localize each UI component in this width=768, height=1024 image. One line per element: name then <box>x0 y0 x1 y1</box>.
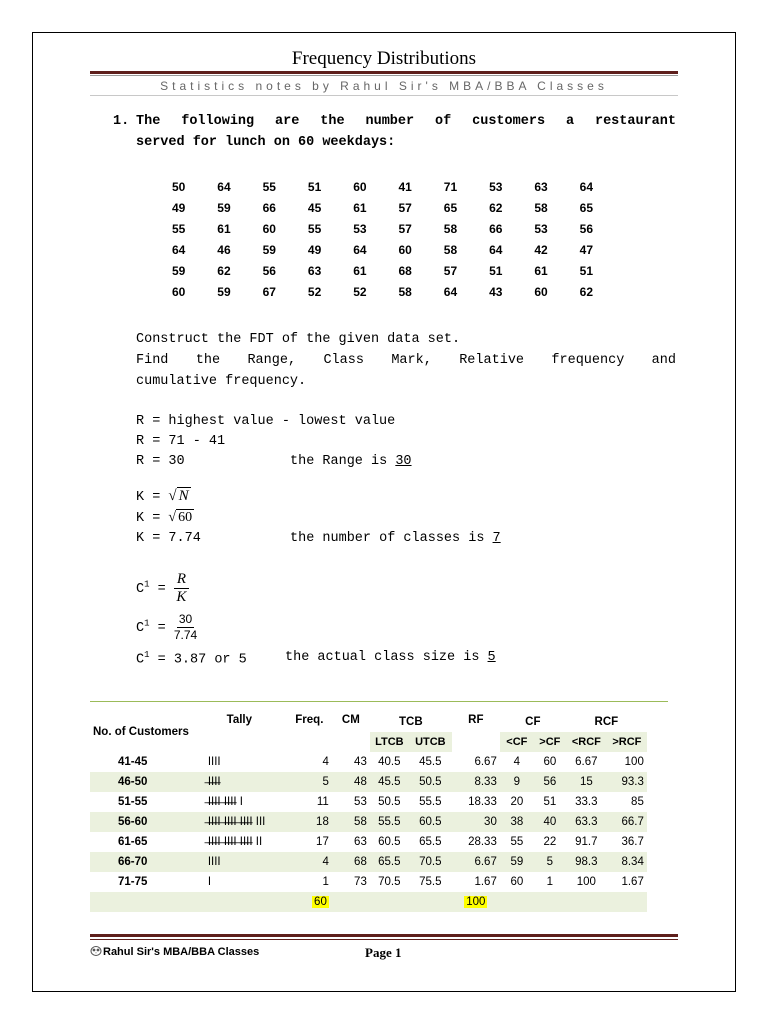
table-cell: 50.5 <box>378 796 401 808</box>
k-sqrt-n: K = √ N <box>136 488 189 505</box>
table-top-rule <box>90 701 668 702</box>
table-cell: 8.33 <box>452 772 500 792</box>
data-value: 43 <box>489 284 503 299</box>
data-value: 65 <box>443 200 458 215</box>
table-cell: 55.5 <box>370 812 409 832</box>
data-value: 61 <box>353 263 367 278</box>
data-value: 53 <box>534 221 548 236</box>
data-value: 49 <box>307 242 322 257</box>
table-cell: 65.5 <box>419 836 442 848</box>
data-value: 60 <box>353 179 367 194</box>
data-value: 55 <box>262 179 276 194</box>
table-cell: 46-50 <box>90 772 192 792</box>
instruction-line-2: Find the Range, Class Mark, Relative frequency and <box>136 353 676 368</box>
table-cell: 5 <box>534 852 566 872</box>
table-cell: 56-60 <box>90 812 192 832</box>
data-value: 51 <box>307 179 322 194</box>
table-cell: IIII <box>192 852 287 872</box>
table-cell: ̶I̶I̶I̶I ̶I̶I̶I̶I I <box>207 796 243 808</box>
header-customers: No. of Customers <box>93 725 189 738</box>
table-cell: 4 <box>287 852 332 872</box>
data-value: 59 <box>172 263 186 278</box>
table-cell: 20 <box>510 796 524 808</box>
data-value: 52 <box>307 284 322 299</box>
frequency-distribution-table <box>90 712 647 912</box>
data-value: 51 <box>579 263 594 278</box>
data-row <box>172 218 625 239</box>
header-tcb: TCB <box>399 716 423 728</box>
data-value: 57 <box>398 221 412 236</box>
table-cell: 30 <box>452 812 500 832</box>
table-row <box>90 812 647 832</box>
class-size-statement: the actual class size is 5 <box>285 650 496 665</box>
header-rcf: RCF <box>594 716 619 728</box>
data-value: 61 <box>534 263 548 278</box>
table-cell: 38 <box>500 812 534 832</box>
data-value: 46 <box>217 242 231 257</box>
data-value: 64 <box>443 284 458 299</box>
table-cell: 91.7 <box>575 836 598 848</box>
table-cell: 60.5 <box>378 836 401 848</box>
header-freq: Freq. <box>295 714 324 726</box>
table-cell: 1 <box>322 876 329 888</box>
data-value: 71 <box>443 179 458 194</box>
table-cell: 40.5 <box>378 756 401 768</box>
data-value: 64 <box>353 242 367 257</box>
table-cell: 22 <box>543 836 557 848</box>
subheader-less-cf: <CF <box>500 732 534 752</box>
table-cell: 93.3 <box>607 772 647 792</box>
table-cell: 45.5 <box>370 772 409 792</box>
page-title: Frequency Distributions <box>291 48 477 69</box>
table-cell: 66.7 <box>607 812 647 832</box>
subheader-less-rcf: <RCF <box>566 732 607 752</box>
header-tally: Tally <box>226 714 253 726</box>
table-cell: 28.33 <box>468 836 497 848</box>
table-cell: 4 <box>513 756 521 768</box>
data-value: 42 <box>534 242 548 257</box>
data-value: 67 <box>262 284 276 299</box>
table-cell: 100 <box>624 756 644 768</box>
table-cell: ̶I̶I̶I̶I ̶I̶I̶I̶I ̶I̶I̶I̶I II <box>207 836 263 848</box>
table-cell: IIII <box>207 756 221 768</box>
question-text-line-1: The following are the number of customers a restaurant <box>136 114 676 129</box>
table-cell: 59 <box>500 852 534 872</box>
header-cf: CF <box>525 716 541 728</box>
data-value: 65 <box>579 200 594 215</box>
subheader-more-rcf: >RCF <box>607 732 647 752</box>
data-row <box>172 197 625 218</box>
k-result: K = 7.74 <box>136 531 201 546</box>
data-value: 53 <box>489 179 503 194</box>
fraction-r-over-k: $\frac{R}{K}$ <box>174 571 189 606</box>
data-value: 60 <box>262 221 276 236</box>
data-row <box>172 176 625 197</box>
data-value: 55 <box>307 221 322 236</box>
class-size-value: 5 <box>487 650 496 665</box>
data-value: 64 <box>172 242 186 257</box>
table-cell: 55.5 <box>419 796 442 808</box>
table-cell: ̶I̶I̶I̶I <box>192 772 287 792</box>
data-value: 45 <box>307 200 322 215</box>
table-cell: 63.3 <box>566 812 607 832</box>
table-cell: 48 <box>332 772 370 792</box>
data-value: 58 <box>443 242 458 257</box>
table-cell: 6.67 <box>575 756 598 768</box>
footer-brand <box>90 945 259 958</box>
table-cell: 1 <box>546 876 554 888</box>
header-rule-top <box>90 71 678 74</box>
data-value: 60 <box>172 284 186 299</box>
table-cell: 58 <box>332 812 370 832</box>
data-value: 58 <box>534 200 548 215</box>
table-cell: 50.5 <box>409 772 452 792</box>
table-cell: 17 <box>316 836 329 848</box>
data-value: 57 <box>398 200 412 215</box>
table-row <box>90 772 647 792</box>
data-value: 63 <box>307 263 322 278</box>
data-value: 56 <box>262 263 276 278</box>
data-row <box>172 260 625 281</box>
table-header-row <box>90 712 647 732</box>
data-value: 64 <box>489 242 503 257</box>
table-cell: 53 <box>354 796 367 808</box>
table-row <box>90 832 647 852</box>
data-row <box>172 281 625 302</box>
table-row <box>90 752 647 772</box>
data-value: 64 <box>217 179 231 194</box>
data-value: 61 <box>217 221 231 236</box>
range-substitution: R = 71 - 41 <box>136 434 226 449</box>
subheader-more-cf: >CF <box>534 732 566 752</box>
table-cell: 60 <box>510 876 524 888</box>
table-cell: 68 <box>332 852 370 872</box>
data-value: 55 <box>172 221 186 236</box>
table-cell: 70.5 <box>378 876 401 888</box>
table-cell: 5 <box>287 772 332 792</box>
table-cell: 8.34 <box>607 852 647 872</box>
table-total-row <box>90 892 647 912</box>
table-cell: 55 <box>510 836 524 848</box>
data-value: 61 <box>353 200 367 215</box>
data-value: 60 <box>398 242 412 257</box>
table-cell: 66-70 <box>90 852 192 872</box>
header-cm: CM <box>341 714 360 726</box>
table-cell: 1.67 <box>474 876 497 888</box>
data-value: 56 <box>579 221 594 236</box>
data-value: 59 <box>217 200 231 215</box>
data-value: 68 <box>398 263 412 278</box>
fraction-30-over-774: $\frac{30}{7.74}$ <box>173 612 198 642</box>
data-value: 57 <box>443 263 458 278</box>
question-text-line-2: served for lunch on 60 weekdays: <box>136 135 396 150</box>
table-cell: 1.67 <box>621 876 644 888</box>
data-value: 52 <box>353 284 367 299</box>
table-cell: 56 <box>534 772 566 792</box>
total-relative-frequency: 100 <box>466 896 486 908</box>
table-cell: 100 <box>576 876 596 888</box>
range-result: R = 30 <box>136 454 185 469</box>
footer-page-number: Page 1 <box>365 945 402 960</box>
table-cell: 65.5 <box>370 852 409 872</box>
table-row <box>90 872 647 892</box>
table-cell: 61-65 <box>118 836 148 848</box>
table-cell: 71-75 <box>118 876 148 888</box>
question-number: 1. <box>113 114 130 129</box>
range-formula: R = highest value - lowest value <box>136 414 396 429</box>
total-frequency: 60 <box>314 896 327 908</box>
table-cell: 60.5 <box>409 812 452 832</box>
table-cell: 75.5 <box>419 876 442 888</box>
data-value: 47 <box>579 242 594 257</box>
data-value: 59 <box>262 242 276 257</box>
table-cell: 63 <box>354 836 367 848</box>
data-value: 58 <box>443 221 458 236</box>
table-cell: 4 <box>322 756 329 768</box>
table-cell: 60 <box>543 756 557 768</box>
class-size-formula: $C^1$ = $\frac{R}{K}$ <box>136 571 189 606</box>
data-value: 62 <box>489 200 503 215</box>
k-sqrt-60: K = √ 60 <box>136 510 193 526</box>
table-cell: 43 <box>354 756 367 768</box>
table-cell: 18 <box>287 812 332 832</box>
footer-rule-top <box>90 934 678 937</box>
data-row <box>172 239 625 260</box>
footer-brand-text: Rahul Sir's MBA/BBA Classes <box>103 946 260 958</box>
table-cell: 33.3 <box>575 796 598 808</box>
raw-data-grid <box>172 176 625 302</box>
table-row <box>90 792 647 812</box>
data-value: 63 <box>534 179 548 194</box>
table-cell: 40 <box>534 812 566 832</box>
data-value: 66 <box>262 200 276 215</box>
data-value: 64 <box>579 179 594 194</box>
table-cell: ̶I̶I̶I̶I ̶I̶I̶I̶I ̶I̶I̶I̶I III <box>192 812 287 832</box>
header-rule-thin <box>90 75 678 76</box>
data-value: 49 <box>172 200 186 215</box>
data-value: 59 <box>217 284 231 299</box>
classes-statement: the number of classes is 7 <box>290 531 501 546</box>
data-value: 66 <box>489 221 503 236</box>
table-cell: 85 <box>631 796 644 808</box>
subheader-ltcb: LTCB <box>370 732 409 752</box>
header-rf: RF <box>468 714 484 726</box>
subheader-utcb: UTCB <box>409 732 452 752</box>
data-value: 62 <box>579 284 594 299</box>
table-row <box>90 852 647 872</box>
subtitle-rule <box>90 95 678 96</box>
table-cell: 6.67 <box>452 852 500 872</box>
data-value: 51 <box>489 263 503 278</box>
data-value: 41 <box>398 179 412 194</box>
class-size-result: $C^1 = 3.87$ or 5 <box>136 650 247 668</box>
table-cell: 70.5 <box>409 852 452 872</box>
footer-rule-thin <box>90 939 678 940</box>
owl-logo-icon <box>90 945 102 956</box>
table-cell: 98.3 <box>566 852 607 872</box>
table-cell: 15 <box>566 772 607 792</box>
data-value: 58 <box>398 284 412 299</box>
table-cell: 41-45 <box>118 756 148 768</box>
table-cell: 51-55 <box>118 796 148 808</box>
range-statement: the Range is 30 <box>290 454 412 469</box>
table-cell: 18.33 <box>468 796 497 808</box>
table-cell: 73 <box>354 876 367 888</box>
table-cell: 51 <box>543 796 557 808</box>
data-value: 50 <box>172 179 186 194</box>
table-cell: I <box>207 876 212 888</box>
data-value: 60 <box>534 284 548 299</box>
class-size-substitution: $C^1$ = $\frac{30}{7.74}$ <box>136 612 198 642</box>
range-value: 30 <box>395 454 412 469</box>
classes-value: 7 <box>492 531 501 546</box>
instruction-line-3: cumulative frequency. <box>136 374 307 389</box>
instruction-line-1: Construct the FDT of the given data set. <box>136 332 461 347</box>
page-subtitle: Statistics notes by Rahul Sir's MBA/BBA Classes <box>160 79 608 93</box>
table-cell: 11 <box>316 796 329 808</box>
data-value: 62 <box>217 263 231 278</box>
table-cell: 9 <box>500 772 534 792</box>
table-cell: 6.67 <box>474 756 497 768</box>
table-cell: 45.5 <box>419 756 442 768</box>
table-cell: 36.7 <box>621 836 644 848</box>
data-value: 53 <box>353 221 367 236</box>
